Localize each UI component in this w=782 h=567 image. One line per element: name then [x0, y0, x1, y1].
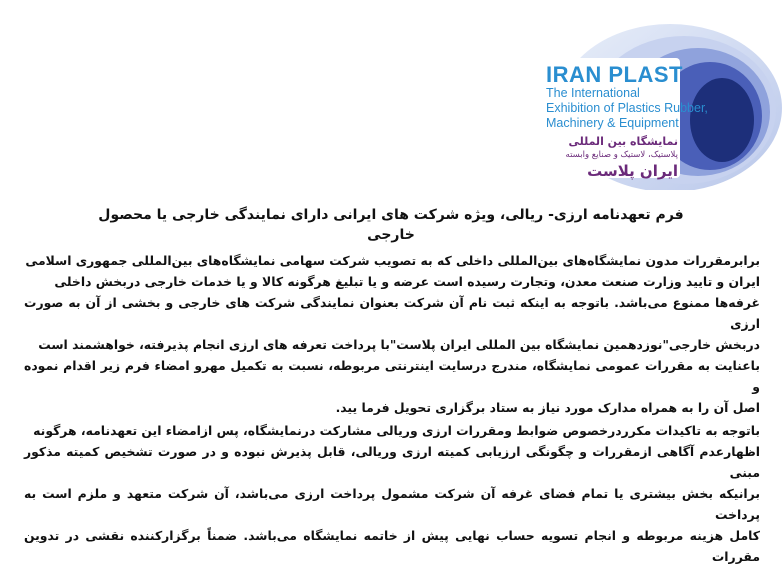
document-title: فرم تعهدنامه ارزی- ریالی، ویژه شرکت های ایرانی دارای نمایندگی خارجی یا محصول خارجی: [98, 207, 684, 243]
logo-brand-name: IRAN PLAST: [546, 62, 683, 87]
paragraph-1-line: باعنایت به مقررات عمومی نمایشگاه، مندرج درسایت اینترنتی مربوطه، نسبت به تکمیل مهرو امضاء فرم زیر اقدام نموده و: [24, 358, 760, 394]
paragraph-2-line: اظهارعدم آگاهی ازمقررات و چگونگی ارزیابی کمیته ارزی وریالی، قابل پذیرش نبوده و در صورت تشخیص کمیته مذکور مبنی: [24, 444, 760, 480]
paragraph-2-line: کامل هزینه مربوطه و انجام تسویه حساب نهایی پیش از خاتمه نمایشگاه می‌باشد. ضمناً برگزارکننده نقشی در تدوین مقررات: [24, 528, 760, 564]
paragraph-2-line: برانیکه بخش بیشتری یا تمام فضای غرفه آن شرکت مشمول پرداخت ارزی می‌باشد، آن شرکت متعهد و ملزم است به پرداخت: [24, 486, 760, 522]
logo-persian-line-1: نمایشگاه بین المللی: [568, 135, 678, 148]
iran-plast-logo: [470, 0, 782, 190]
paragraph-1-line: غرفه‌ها ممنوع می‌باشد. باتوجه به اینکه ثبت نام آن شرکت بعنوان نمایندگی شرکت های خارجی و بخشی از آن به صورت ارزی: [24, 295, 760, 331]
paragraph-1: [24, 250, 760, 418]
logo-persian-line-2: پلاستیک، لاستیک و صنایع وابسته: [565, 150, 678, 160]
paragraph-1-line: ایران و تایید وزارت صنعت معدن، وتجارت رسیده است عرضه و یا تبلیغ هرگونه کالا و یا خدمات خارجی دربخش داخلی: [54, 274, 760, 289]
logo-english-line-1: The International: [546, 86, 640, 100]
logo-text: [546, 64, 746, 181]
paragraph-1-line: دربخش خارجی"نوزدهمین نمایشگاه بین المللی ایران پلاست"با پرداخت تعرفه های ارزی انجام پذیرفته، خواهشمند است: [38, 337, 760, 352]
paragraph-2-line: باتوجه به تاکیدات مکرردرخصوص ضوابط ومقررات ارزی وریالی مشارکت درنمایشگاه، پس ازامضاء این تعهدنامه، هرگونه: [33, 423, 760, 438]
paragraph-2: [24, 420, 760, 567]
paragraph-1-line: اصل آن را به همراه مدارک مورد نیاز به ستاد برگزاری تحویل فرما یید.: [335, 400, 760, 415]
paragraph-1-line: برابرمقررات مدون نمایشگاه‌های بین‌المللی داخلی که به تصویب شرکت سهامی نمایشگاه‌های بین‌المللی جمهوری اسلامی: [25, 253, 760, 268]
logo-persian-line-3: ایران پلاست: [587, 162, 678, 180]
logo-english-line-3: Machinery & Equipment: [546, 116, 679, 130]
logo-english-line-2: Exhibition of Plastics Rubber,: [546, 101, 708, 115]
logo-persian-text: [546, 135, 678, 181]
